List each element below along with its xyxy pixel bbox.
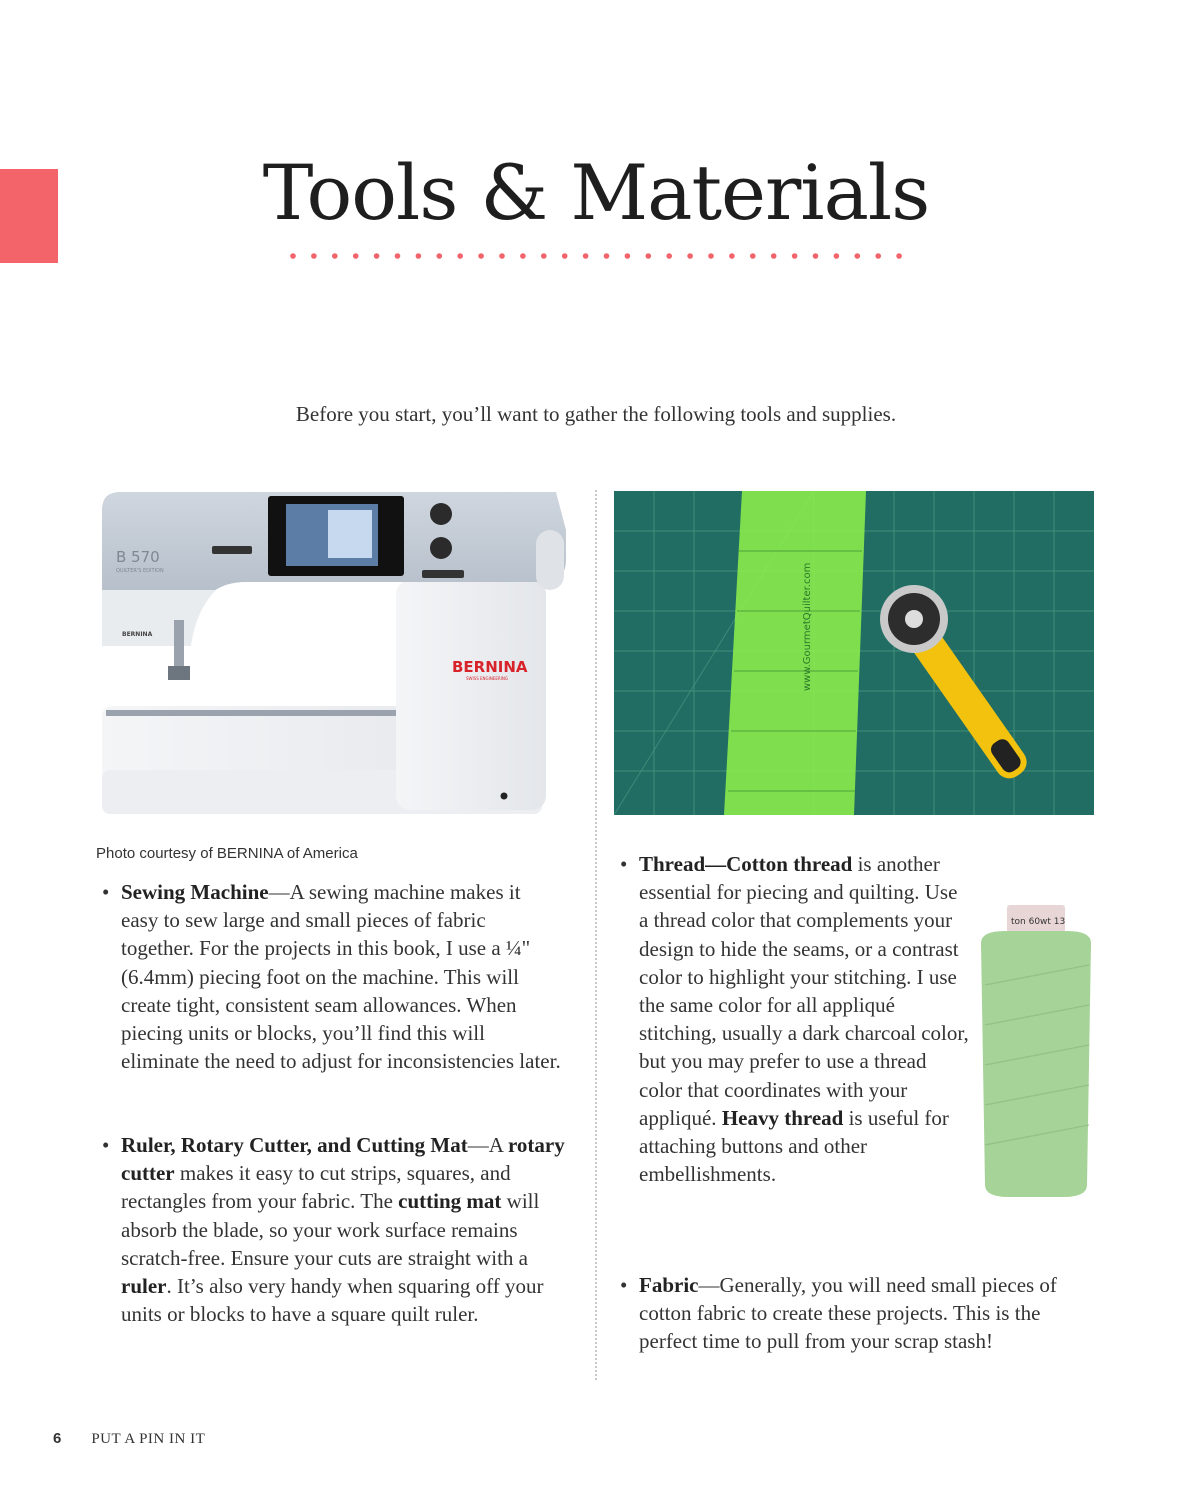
list-item-sewing-machine — [102, 878, 561, 1075]
divider-dot — [478, 253, 484, 259]
divider-dot — [666, 253, 672, 259]
ruler-cutter-mat-photo — [614, 491, 1094, 815]
page-number: 6 — [53, 1430, 62, 1447]
page-title: Tools & Materials — [262, 148, 930, 237]
divider-dot — [750, 253, 756, 259]
divider-dot — [457, 253, 463, 259]
desc-fabric: —Generally, you will need small pieces of cotton fabric to create these projects. This is the perfect time to pull from your scrap stash! — [639, 1273, 1057, 1354]
divider-dot — [416, 253, 422, 259]
term-heavy-thread: Heavy thread — [721, 1105, 844, 1130]
machine-model-sub-text: QUILTER'S EDITION — [116, 568, 164, 574]
divider-dot — [687, 253, 693, 259]
divider-dot — [896, 253, 902, 259]
term-thread: Thread — [639, 852, 706, 876]
divider-dot — [332, 253, 338, 259]
divider-dot — [562, 253, 568, 259]
desc-ruler-part: . It’s also very handy when squaring off your units or blocks to have a square quilt ruler. — [121, 1274, 544, 1327]
term-cutting-mat: cutting mat — [398, 1189, 502, 1214]
divider-dot — [646, 253, 652, 259]
term-dash: — — [705, 852, 727, 876]
divider-dot — [374, 253, 380, 259]
desc-ruler-part: —A — [467, 1133, 508, 1157]
divider-dot — [311, 253, 317, 259]
list-item-thread — [620, 850, 969, 1188]
desc-ruler-part: makes it easy to cut strips, squares, and rectangles from your fabric. The — [121, 1161, 511, 1214]
spool-label-text: ton 60wt 13 — [1011, 917, 1066, 927]
list-item-fabric — [620, 1271, 1099, 1356]
machine-brand-text: BERNINA — [452, 658, 528, 676]
machine-small-brand-text: BERNINA — [122, 631, 153, 638]
divider-dot — [395, 253, 401, 259]
bullet-marker: • — [102, 1133, 110, 1157]
divider-dot — [729, 253, 735, 259]
dotted-divider — [288, 250, 904, 262]
divider-dot — [541, 253, 547, 259]
divider-dot — [834, 253, 840, 259]
page-footer — [53, 1430, 205, 1448]
bullet-marker: • — [620, 1273, 628, 1297]
divider-dot — [520, 253, 526, 259]
sewing-machine-photo — [96, 470, 566, 830]
machine-model-text: B 570 — [116, 548, 160, 566]
intro-text: Before you start, you’ll want to gather the following tools and supplies. — [295, 402, 897, 426]
divider-dot — [855, 253, 861, 259]
book-title: PUT A PIN IN IT — [91, 1431, 206, 1447]
divider-dot — [290, 253, 296, 259]
photo-caption: Photo courtesy of BERNINA of America — [96, 845, 358, 862]
bullet-marker: • — [620, 852, 628, 876]
desc-thread-part: is useful for attaching buttons and other embellishments. — [639, 1105, 949, 1187]
divider-dot — [625, 253, 631, 259]
divider-dot — [708, 253, 714, 259]
desc-thread-part: is another essential for piecing and quilting. Use a thread color that complements your design to hide the seams, or a contrast color to highlight your stitching. I use the same color for all appliqué stitching, usually a dark charcoal color, but you may prefer to use a thread color that coordinates with your appliqué. — [639, 852, 969, 1130]
term-ruler-word: ruler — [121, 1274, 167, 1299]
term-cotton-thread: Cotton thread — [726, 852, 853, 876]
term-fabric: Fabric — [639, 1273, 699, 1297]
divider-dot — [813, 253, 819, 259]
divider-dot — [771, 253, 777, 259]
divider-dot — [499, 253, 505, 259]
list-item-ruler — [102, 1131, 583, 1328]
divider-dot — [792, 253, 798, 259]
divider-dot — [583, 253, 589, 259]
term-sewing-machine: Sewing Machine — [121, 880, 269, 904]
term-ruler: Ruler, Rotary Cutter, and Cutting Mat — [121, 1133, 468, 1157]
divider-dot — [875, 253, 881, 259]
divider-dot — [437, 253, 443, 259]
desc-sewing-machine: —A sewing machine makes it easy to sew large and small pieces of fabric together. For the projects in this book, I use a ¼" (6.4mm) piecing foot on the machine. This will create tight, consistent seam allowances. When piecing units or blocks, you’ll find this will eliminate the need to adjust for inconsistencies later. — [121, 880, 561, 1074]
divider-dot — [604, 253, 610, 259]
divider-dot — [353, 253, 359, 259]
ruler-brand-text: www.GourmetQuilter.com — [802, 562, 813, 691]
bullet-marker: • — [102, 880, 110, 904]
term-rotary-cutter: rotary cutter — [121, 1133, 565, 1186]
desc-ruler-part: will absorb the blade, so your work surface remains scratch-free. Ensure your cuts are straight with a — [121, 1189, 540, 1270]
column-divider — [595, 490, 597, 1380]
machine-tagline-text: SWISS ENGINEERING — [466, 676, 508, 681]
thread-spool-photo — [975, 905, 1097, 1200]
